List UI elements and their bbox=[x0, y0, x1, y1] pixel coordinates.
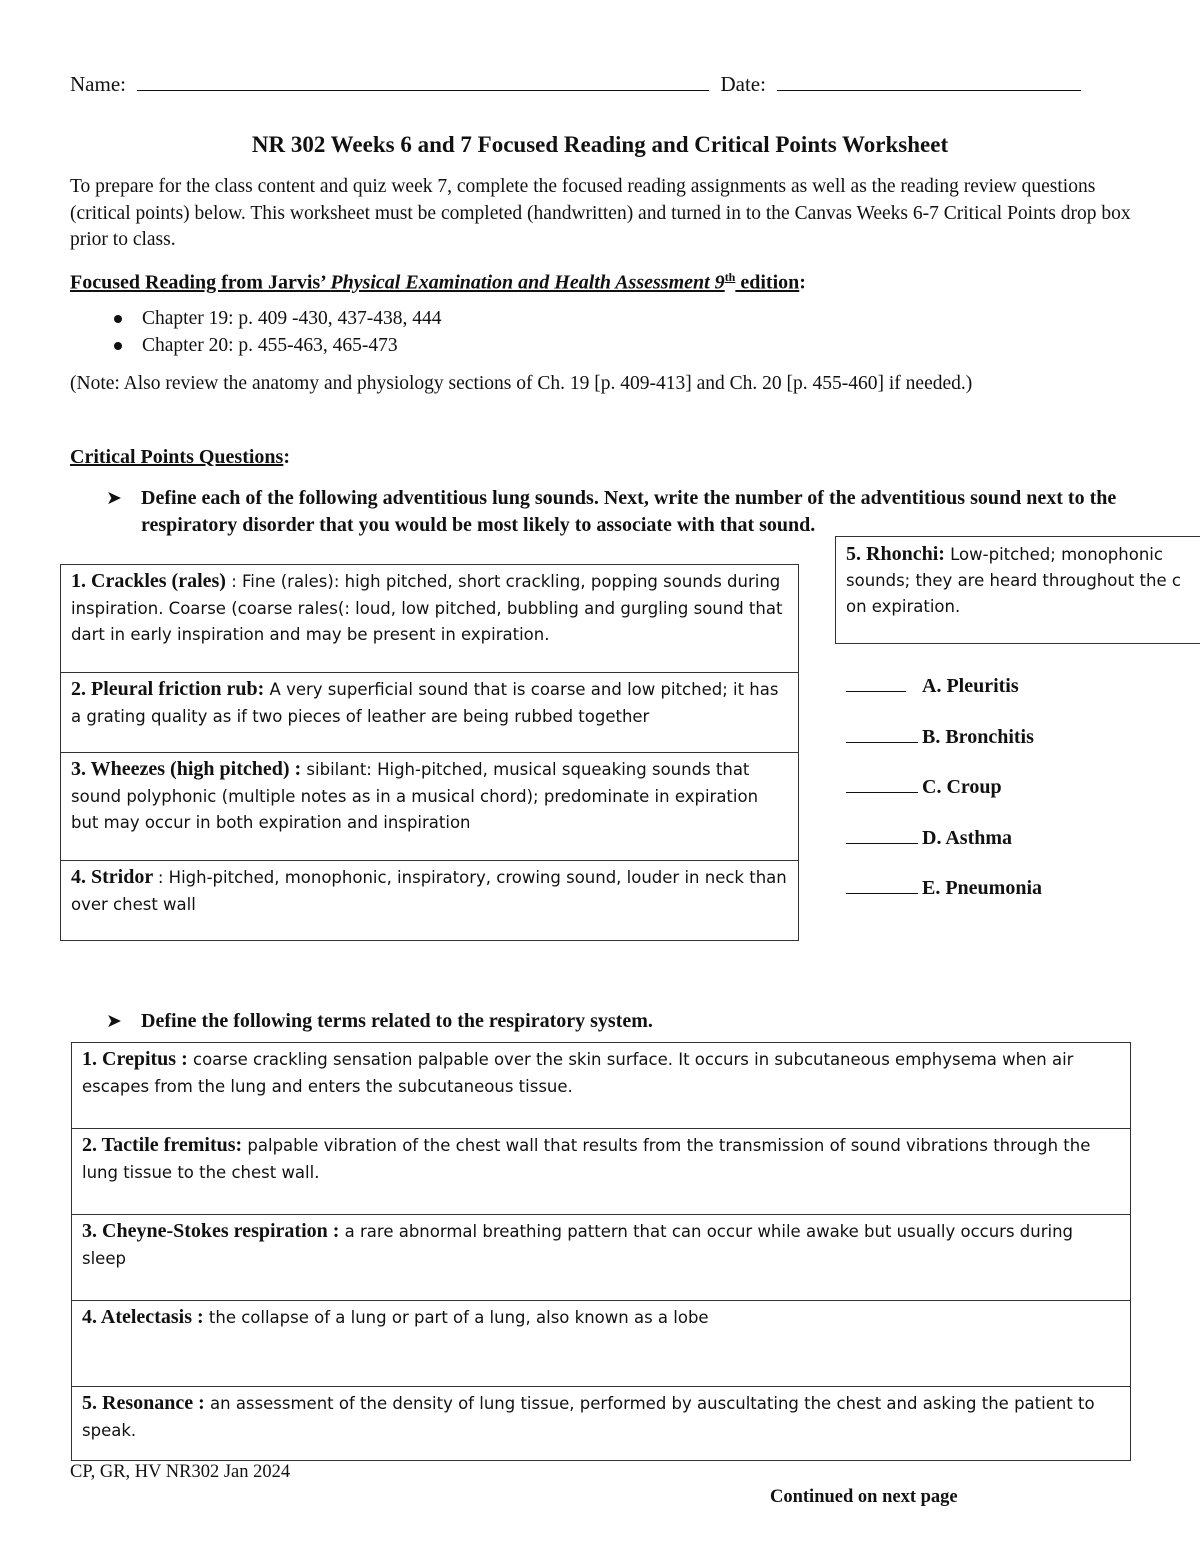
continued-note: Continued on next page bbox=[770, 1487, 958, 1507]
table-row bbox=[61, 565, 799, 673]
critical-points-heading bbox=[70, 446, 290, 469]
lung-sound-term: 3. Wheezes (high pitched) : bbox=[71, 758, 302, 780]
term-answer: an assessment of the density of lung tissue, performed by auscultating the chest and asking the patient to speak. bbox=[82, 1394, 1095, 1440]
lung-sounds-table bbox=[60, 564, 799, 941]
arrow-bullet-icon: ➤ bbox=[106, 1010, 122, 1032]
focused-heading-colon: : bbox=[799, 271, 806, 294]
answer-blank[interactable] bbox=[846, 673, 906, 692]
term-label: 3. Cheyne-Stokes respiration : bbox=[82, 1220, 340, 1242]
term-label: 5. Resonance : bbox=[82, 1392, 205, 1414]
table-row bbox=[72, 1129, 1131, 1215]
term-answer: a rare abnormal breathing pattern that can occur while awake but usually occurs during sleep bbox=[82, 1222, 1074, 1268]
rhonchi-term: 5. Rhonchi: bbox=[846, 543, 945, 565]
list-item bbox=[846, 673, 1042, 724]
disorder-label: C. Croup bbox=[922, 776, 1002, 798]
lung-sound-answer: : Fine (rales): high pitched, short crackling, popping sounds during inspiration. Coarse (coarse rales(: loud, low pitched, bubbling and gurgling sound that dart in early inspiration and may be present in expiration. bbox=[71, 572, 783, 644]
table-row bbox=[61, 673, 799, 753]
table-row bbox=[61, 861, 799, 941]
lung-sound-term: 1. Crackles (rales) bbox=[71, 570, 226, 592]
edition-superscript: th bbox=[724, 270, 736, 284]
focused-heading-prefix: Focused Reading from Jarvis’ bbox=[70, 271, 331, 294]
footer-course-code: CP, GR, HV NR302 Jan 2024 bbox=[70, 1462, 291, 1482]
intro-paragraph: To prepare for the class content and quiz week 7, complete the focused reading assignments as well as the reading review questions (critical points) below. This worksheet must be completed (handwritten) and turned in to the Canvas Weeks 6-7 Critical Points drop box prior to class. bbox=[70, 176, 1131, 250]
table-row bbox=[72, 1387, 1131, 1461]
instruction-terms bbox=[106, 1008, 1136, 1035]
term-cell[interactable] bbox=[72, 1043, 1131, 1129]
term-cell[interactable] bbox=[72, 1129, 1131, 1215]
table-row bbox=[72, 1043, 1131, 1129]
table-row bbox=[72, 1215, 1131, 1301]
instruction-lung-sounds-text: Define each of the following adventitious lung sounds. Next, write the number of the adventitious sound next to the respiratory disorder that you would be most likely to associate with that sound. bbox=[141, 487, 1117, 536]
table-row bbox=[61, 753, 799, 861]
chapter-list bbox=[112, 305, 442, 359]
arrow-bullet-icon: ➤ bbox=[106, 487, 122, 509]
disorder-label: E. Pneumonia bbox=[922, 877, 1043, 899]
lung-sound-cell[interactable] bbox=[61, 753, 799, 861]
focused-heading-suffix: edition bbox=[735, 271, 800, 294]
critical-points-colon: : bbox=[283, 446, 291, 468]
term-cell[interactable] bbox=[72, 1301, 1131, 1387]
lung-sound-cell[interactable] bbox=[61, 673, 799, 753]
answer-blank[interactable] bbox=[846, 774, 918, 793]
list-item bbox=[846, 825, 1042, 876]
disorder-label: D. Asthma bbox=[922, 826, 1013, 849]
name-blank[interactable] bbox=[137, 72, 709, 91]
respiratory-terms-table bbox=[71, 1042, 1131, 1461]
list-item bbox=[846, 875, 1042, 926]
focused-reading-heading bbox=[70, 270, 806, 295]
disorder-label: A. Pleuritis bbox=[922, 675, 1019, 697]
name-label: Name: bbox=[70, 72, 126, 96]
critical-points-heading-text: Critical Points Questions bbox=[70, 446, 284, 468]
answer-blank[interactable] bbox=[846, 825, 918, 844]
rhonchi-line-1: Low-pitched; monophonic bbox=[944, 545, 1163, 564]
lung-sound-term: 2. Pleural friction rub: bbox=[71, 678, 265, 700]
term-answer: palpable vibration of the chest wall that results from the transmission of sound vibrations through the lung tissue to the chest wall. bbox=[82, 1136, 1091, 1182]
rhonchi-line-2: sounds; they are heard throughout the c bbox=[846, 571, 1181, 590]
term-answer: coarse crackling sensation palpable over the skin surface. It occurs in subcutaneous emphysema when air escapes from the lung and enters the subcutaneous tissue. bbox=[82, 1050, 1074, 1096]
rhonchi-line-3: on expiration. bbox=[846, 597, 961, 616]
lung-sound-answer: : High-pitched, monophonic, inspiratory, crowing sound, louder in neck than over chest wall bbox=[71, 868, 787, 914]
rhonchi-box[interactable] bbox=[835, 536, 1200, 644]
list-item bbox=[846, 724, 1042, 775]
list-item bbox=[846, 774, 1042, 825]
lung-sound-answer: sibilant: High-pitched, musical squeaking sounds that sound polyphonic (multiple notes as in a musical chord); predominate in expiration but may occur in both expiration and inspiration bbox=[71, 760, 759, 832]
term-label: 4. Atelectasis : bbox=[82, 1306, 204, 1328]
term-answer: the collapse of a lung or part of a lung, also known as a lobe bbox=[203, 1308, 709, 1327]
page-title: NR 302 Weeks 6 and 7 Focused Reading and Critical Points Worksheet bbox=[251, 132, 949, 157]
term-cell[interactable] bbox=[72, 1215, 1131, 1301]
instruction-terms-text: Define the following terms related to the respiratory system. bbox=[141, 1010, 653, 1032]
list-item: Chapter 19: p. 409 -430, 437-438, 444 bbox=[112, 305, 442, 332]
book-title: Physical Examination and Health Assessment 9 bbox=[330, 271, 725, 294]
disorder-list bbox=[846, 673, 1042, 926]
answer-blank[interactable] bbox=[846, 875, 918, 894]
rhonchi-content bbox=[836, 537, 1200, 624]
note-paragraph: (Note: Also review the anatomy and physiology sections of Ch. 19 [p. 409-413] and Ch. 20 [p. 455-460] if needed.) bbox=[70, 373, 973, 394]
lung-sound-cell[interactable] bbox=[61, 565, 799, 673]
instruction-lung-sounds bbox=[106, 485, 1136, 538]
lung-sound-term: 4. Stridor bbox=[71, 866, 158, 888]
term-label: 1. Crepitus : bbox=[82, 1048, 188, 1070]
lung-sound-cell[interactable] bbox=[61, 861, 799, 941]
term-label: 2. Tactile fremitus: bbox=[82, 1134, 243, 1156]
answer-blank[interactable] bbox=[846, 724, 918, 743]
date-blank[interactable] bbox=[777, 72, 1081, 91]
name-date-row bbox=[70, 72, 1100, 97]
disorder-label: B. Bronchitis bbox=[922, 725, 1034, 748]
table-row bbox=[72, 1301, 1131, 1387]
list-item: Chapter 20: p. 455-463, 465-473 bbox=[112, 332, 442, 359]
term-cell[interactable] bbox=[72, 1387, 1131, 1461]
lung-sound-answer: A very superficial sound that is coarse and low pitched; it has a grating quality as if two pieces of leather are being rubbed together bbox=[71, 680, 779, 726]
date-label: Date: bbox=[720, 72, 766, 96]
